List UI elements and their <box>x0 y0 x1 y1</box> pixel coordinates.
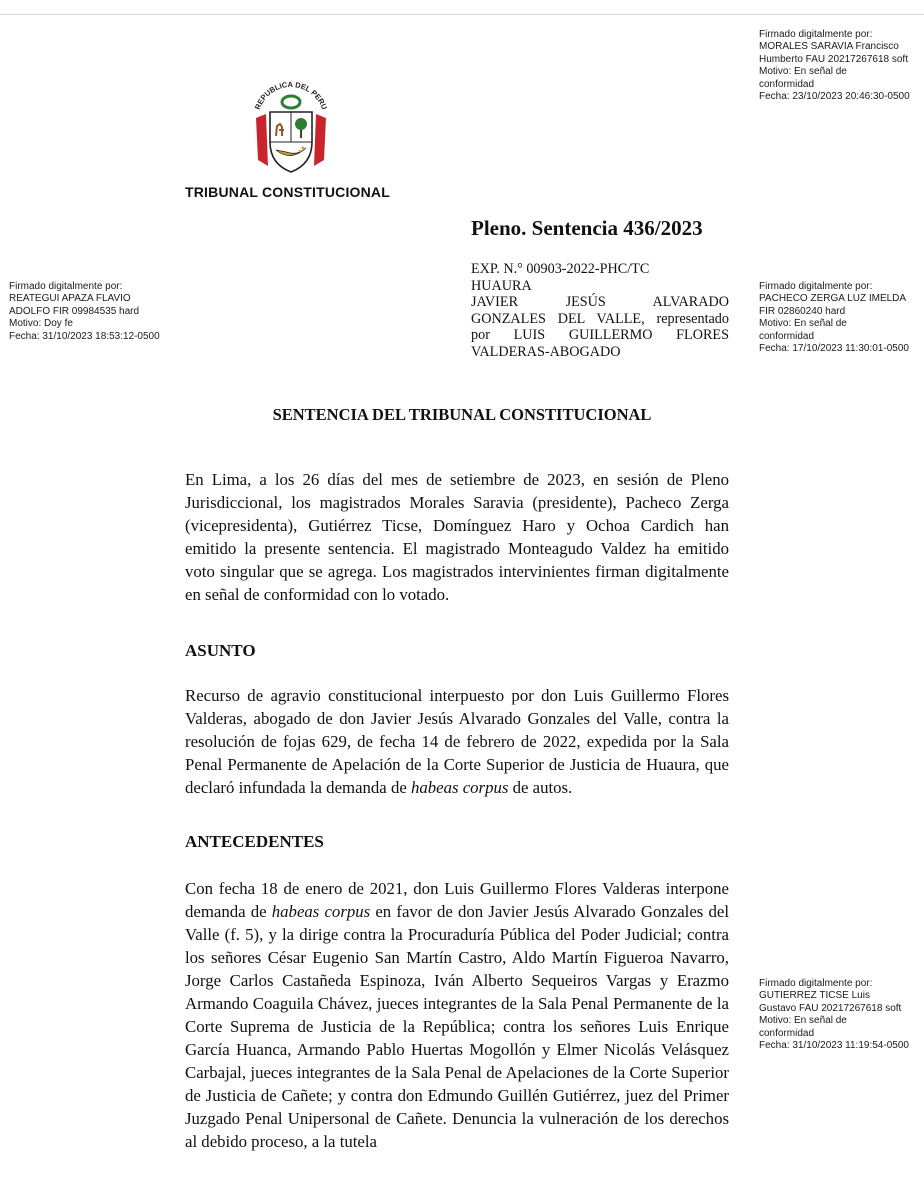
emblem-arc-text: REPUBLICA DEL PERU <box>252 80 330 111</box>
signature-line: Humberto FAU 20217267618 soft <box>759 53 908 65</box>
signature-line: Motivo: En señal de <box>759 318 847 330</box>
case-file-line: GONZALES DEL VALLE, representado <box>471 310 729 327</box>
signature-line: PACHECO ZERGA LUZ IMELDA <box>759 293 907 305</box>
italic-term: habeas corpus <box>410 778 509 797</box>
signature-line: REATEGUI APAZA FLAVIO <box>9 293 131 305</box>
antecedentes-paragraph <box>185 877 729 1153</box>
text-run: de autos. <box>508 778 573 797</box>
signature-line: Fecha: 31/10/2023 11:19:54-0500 <box>759 1040 909 1052</box>
signature-line: Fecha: 31/10/2023 18:53:12-0500 <box>9 330 160 342</box>
signature-label: Firmado digitalmente por: <box>759 978 873 989</box>
institution-name: TRIBUNAL CONSTITUCIONAL <box>185 184 390 200</box>
document-title: SENTENCIA DEL TRIBUNAL CONSTITUCIONAL <box>272 405 652 424</box>
case-file-line: JAVIER JESÚS ALVARADO <box>471 294 729 311</box>
signature-line: Motivo: En señal de <box>759 1015 847 1027</box>
sentence-number: Pleno. Sentencia 436/2023 <box>471 216 703 240</box>
coat-of-arms-icon <box>246 80 336 180</box>
signature-line: conformidad <box>759 1027 815 1039</box>
text-run: Recurso de agravio constitucional interpuesto por don Luis Guillermo Flores Valderas, abogado de don Javier Jesús Alvarado Gonzales del Valle, contra la resolución de fojas 629, de fecha 14 de febrero de 2022, expedida por la Sala Penal Permanente de Apelación de la Corte Superior de Justicia de Huaura, que declaró infundada la demanda de <box>185 686 729 797</box>
signature-line: GUTIERREZ TICSE Luis <box>759 990 870 1002</box>
intro-section <box>185 468 729 606</box>
asunto-section <box>185 684 729 799</box>
signature-line: ADOLFO FIR 09984535 hard <box>9 305 140 317</box>
signature-line: Motivo: En señal de <box>759 66 847 78</box>
text-run: Con fecha 18 de enero de 2021, don Luis Guillermo Flores Valderas interpone demanda de <box>185 879 729 921</box>
signature-line: Gustavo FAU 20217267618 soft <box>759 1002 902 1014</box>
signature-line: Fecha: 17/10/2023 11:30:01-0500 <box>759 343 909 355</box>
italic-term: habeas corpus <box>271 902 371 921</box>
case-file-line: EXP. N.° 00903-2022-PHC/TC <box>471 261 650 277</box>
asunto-heading: ASUNTO <box>185 641 256 660</box>
case-file-block <box>471 261 729 361</box>
signature-label: Firmado digitalmente por: <box>759 281 873 292</box>
signature-label: Firmado digitalmente por: <box>759 29 873 40</box>
signature-line: Motivo: Doy fe <box>9 318 73 330</box>
signature-line: MORALES SARAVIA Francisco <box>759 41 899 53</box>
signature-block-reategui <box>9 281 160 343</box>
text-run: en favor de don Javier Jesús Alvarado Gonzales del Valle (f. 5), y la dirige contra la Procuraduría Pública del Poder Judicial; contra los señores César Eugenio San Martín Castro, Aldo Martín Figueroa Navarro, Jorge Carlos Castañeda Espinoza, Iván Alberto Sequeiros Vargas y Erazmo Armando Coaguila Chávez, jueces integrantes de la Sala Penal Permanente de la Corte Suprema de Justicia de la República; contra los señores Luis Enrique García Huanca, Armando Pablo Huertas Mogollón y Elmer Nicolás Velásquez Carbajal, jueces integrantes de la Sala Penal de Apelaciones de la Corte Superior de Justicia de Cañete; y contra don Edmundo Guillén Gutiérrez, juez del Primer Juzgado Penal Unipersonal de Cañete. Denuncia la vulneración de los derechos al debido proceso, a la tutela <box>185 902 729 1151</box>
signature-block-pacheco <box>759 281 909 355</box>
signature-line: conformidad <box>759 78 815 90</box>
asunto-paragraph <box>185 684 729 799</box>
antecedentes-heading: ANTECEDENTES <box>185 832 324 851</box>
signature-label: Firmado digitalmente por: <box>9 281 123 292</box>
signature-block-morales <box>759 29 910 103</box>
signature-line: FIR 02860240 hard <box>759 305 846 317</box>
signature-line: Fecha: 23/10/2023 20:46:30-0500 <box>759 91 910 103</box>
top-divider <box>0 14 924 15</box>
signature-block-gutierrez <box>759 978 909 1052</box>
antecedentes-section <box>185 877 729 1153</box>
case-file-line: por LUIS GUILLERMO FLORES <box>471 327 729 344</box>
case-file-line: VALDERAS-ABOGADO <box>471 343 621 360</box>
signature-line: conformidad <box>759 330 815 342</box>
case-file-line: HUAURA <box>471 277 532 294</box>
intro-paragraph: En Lima, a los 26 días del mes de setiembre de 2023, en sesión de Pleno Jurisdiccional, los magistrados Morales Saravia (presidente), Pacheco Zerga (vicepresidenta), Gutiérrez Ticse, Domínguez Haro y Ochoa Cardich han emitido la presente sentencia. El magistrado Monteagudo Valdez ha emitido voto singular que se agrega. Los magistrados intervinientes firman digitalmente en señal de conformidad con lo votado. <box>185 470 729 604</box>
